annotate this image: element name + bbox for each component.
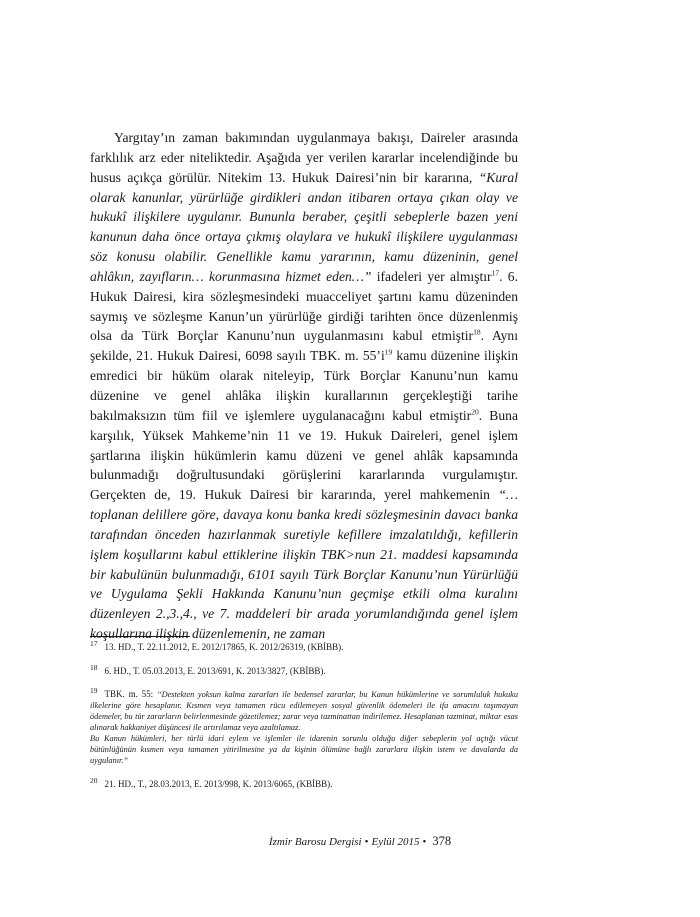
journal-name: İzmir Barosu Dergisi xyxy=(268,836,362,848)
body-text-segment: . 6. Hukuk Dairesi, kira sözleşmesindeki muacceliyet şartını kamu düzeninden saymış ve sözleşme Kanun’un yürürlüğe girdiği tarihten önce düzenlenmiş olsa da Türk Borçlar Kanunu’nun uygulanmasını kabul etmiştir xyxy=(90,268,518,344)
body-text-segment: kamu düzenine ilişkin emredici bir hüküm olarak niteleyip, Türk Borçlar Kanunu’nun kamu düzenine ve genel ahlâka ilişkin kurallarının gerçekleştiği tarihe bakılmaksızın tüm fiil ve işlemlere uygulanacağını kabul etmiştir xyxy=(90,348,519,423)
body-text-segment: . Aynı şekilde, 21. Hukuk Dairesi, 6098 sayılı TBK. m. 55’i xyxy=(90,328,518,364)
footnote-20 xyxy=(90,778,518,790)
footnote-text: 13. HD., T. 22.11.2012, E. 2012/17865, K. 2012/26319, (KBİBB). xyxy=(104,642,344,652)
body-text-segment: . Buna karşılık, Yüksek Mahkeme’nin 11 ve 19. Hukuk Daireleri, genel işlem şartlarına ilişkin hükümlerin kamu düzeni ve genel ahlâk kapsamında bulunmadığı doğrultusundaki görüşlerini kararlarında vurgulamıştır. Gerçekten de, 19. Hukuk Dairesi bir kararında, yerel mahkemenin xyxy=(90,407,518,503)
body-text-segment: Yargıtay’ın zaman bakımından uygulanmaya bakışı, Daireler arasında farklılık arz eder niteliktedir. Aşağıda yer verilen kararlar incelendiğinde bu husus açıkça görülür. Nitekim 13. Hukuk Dairesi’nin bir kararına, xyxy=(90,130,518,185)
footnote-text: 21. HD., T., 28.03.2013, E. 2013/998, K. 2013/6065, (KBİBB). xyxy=(104,779,333,789)
footnote-ref-20[interactable]: 20 xyxy=(471,407,479,417)
footnote-18 xyxy=(90,665,518,677)
footnote-ref-19[interactable]: 19 xyxy=(384,347,393,357)
footnote-ref-17[interactable]: 17 xyxy=(491,268,500,278)
footer-separator: • xyxy=(364,836,369,848)
journal-issue: Eylül 2015 xyxy=(371,836,420,848)
page-footer xyxy=(230,834,490,849)
footnote-quote-paragraph: Bu Kanun hükümleri, her türlü idari eylem ve işlemler ile idarenin sorunlu olduğu diğer sebeplerin yol açtığı vücut bütünlüğünün kısmen veya tamamen yitirilmesine ya da kişinin ölümüne bağlı zararlara ilişkin istem ve davalarda da uygulanır.” xyxy=(90,734,518,765)
footer-separator: • xyxy=(422,836,427,848)
footnote-17 xyxy=(90,641,518,653)
footnote-number: 18 xyxy=(90,663,98,672)
quoted-court-text: “…toplanan delillere göre, davaya konu banka kredi sözleşmesinin davacı banka tarafından önceden hazırlanmak suretiyle kefillere imzalatıldığı, kefillerin işlem koşullarını kabul ettiklerine ilişkin TBK>nun 21. maddesi kapsamında bir kabulünün bulunmadığı, 6101 sayılı Türk Borçlar Kanunu’nun Yürürlüğü ve Uygulama Şekli Hakkında Kanunu’nun geçmişe etkili olma kuralını düzenleyen 2.,3.,4., ve 7. maddeleri bir arada yorumlandığında genel işlem koşullarına ilişkin düzenlemenin, ne zaman xyxy=(90,487,518,642)
footnotes xyxy=(90,641,518,802)
body-text-segment: ifadeleri yer almıştır xyxy=(371,268,492,284)
footnote-separator xyxy=(90,636,190,637)
footnote-ref-18[interactable]: 18 xyxy=(473,327,481,337)
quoted-decision-text: “Kural olarak kanunlar, yürürlüğe girdikleri andan itibaren ortaya çıkan olay ve hukukî ilişkilere uygulanır. Bununla beraber, çeşitli sebeplerle bazen yeni kanunun daha önce ortaya çıkmış olaylara ve hukukî ilişkilere uygulanması söz konusu olabilir. Genellikle kamu yararının, kamu düzeninin, genel ahlâkın, zayıfların… korunmasına hizmet eden…” xyxy=(90,169,518,284)
footnote-number: 17 xyxy=(90,639,98,648)
footnote-lead: TBK. m. 55: xyxy=(104,689,157,699)
footnote-number: 20 xyxy=(90,776,98,785)
body-paragraph xyxy=(90,128,518,644)
footnote-text: 6. HD., T. 05.03.2013, E. 2013/691, K. 2013/3827, (KBİBB). xyxy=(104,666,326,676)
page-number: 378 xyxy=(432,834,452,848)
footnote-quote: “Destekten yoksun kalma zararları ile bedensel zararlar, bu Kanun hükümlerine ve sorumluluk hukuku ilkelerine göre hesaplanır. Kısmen veya tamamen rücu edilemeyen sosyal güvenlik ödemeleri ile ifa amacını taşımayan ödemeler, bu tür zararların belirlenmesinde gözetilemez; zarar veya tazminattan indirilemez. Hesaplanan tazminat, miktar esas alınarak hakkaniyet düşüncesi ile artırılamaz veya azaltılamaz. xyxy=(90,690,518,732)
footnote-number: 19 xyxy=(90,686,98,696)
footnote-19 xyxy=(90,686,518,766)
